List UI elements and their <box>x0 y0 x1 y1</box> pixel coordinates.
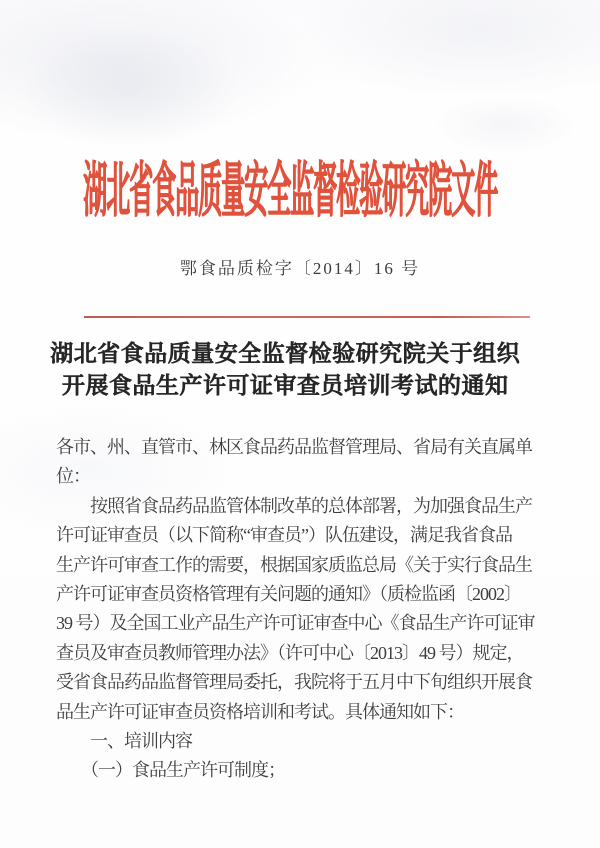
body-text-line: 许可证审查员（以下简称“审查员”）队伍建设，满足我省食品 <box>56 525 512 546</box>
body-text-line: （一）食品生产许可制度； <box>56 760 285 781</box>
body-text-line: 品生产许可证审查员资格培训和考试。具体通知如下： <box>56 701 464 722</box>
document-reference-number: 鄂食品质检字〔2014〕16 号 <box>179 259 421 278</box>
body-text-line: 生产许可审查工作的需要，根据国家质监总局《关于实行食品生 <box>56 554 532 575</box>
body-text-line: 位： <box>56 466 90 487</box>
body-text-line: 产许可证审查员资格管理有关问题的通知》（质检监函〔2002〕 <box>56 583 521 604</box>
letterhead-title: 湖北省食品质量安全监督检验研究院文件 <box>83 161 497 226</box>
document-title <box>0 338 585 402</box>
document-body <box>56 433 542 786</box>
scan-smudge <box>20 30 240 150</box>
body-text-line: 受省食品药品监督管理局委托，我院将于五月中下旬组织开展食 <box>56 672 532 693</box>
red-divider-rule <box>84 316 530 318</box>
scan-smudge <box>430 95 580 155</box>
body-text-line: 查员及审查员教师管理办法》（许可中心〔2013〕49 号）规定， <box>56 642 524 663</box>
document-title-line2: 开展食品生产许可证审查员培训考试的通知 <box>61 373 509 398</box>
body-text-line: 各市、州、直管市、林区食品药品监督管理局、省局有关直属单 <box>56 437 532 457</box>
body-text-line: 39 号）及全国工业产品生产许可证审查中心《食品生产许可证审 <box>56 613 535 634</box>
body-text-line: 按照省食品药品监管体制改革的总体部署，为加强食品生产 <box>56 495 532 516</box>
body-text-line: 一、培训内容 <box>56 730 192 751</box>
document-title-line1: 湖北省食品质量安全监督检验研究院关于组织 <box>50 341 520 366</box>
